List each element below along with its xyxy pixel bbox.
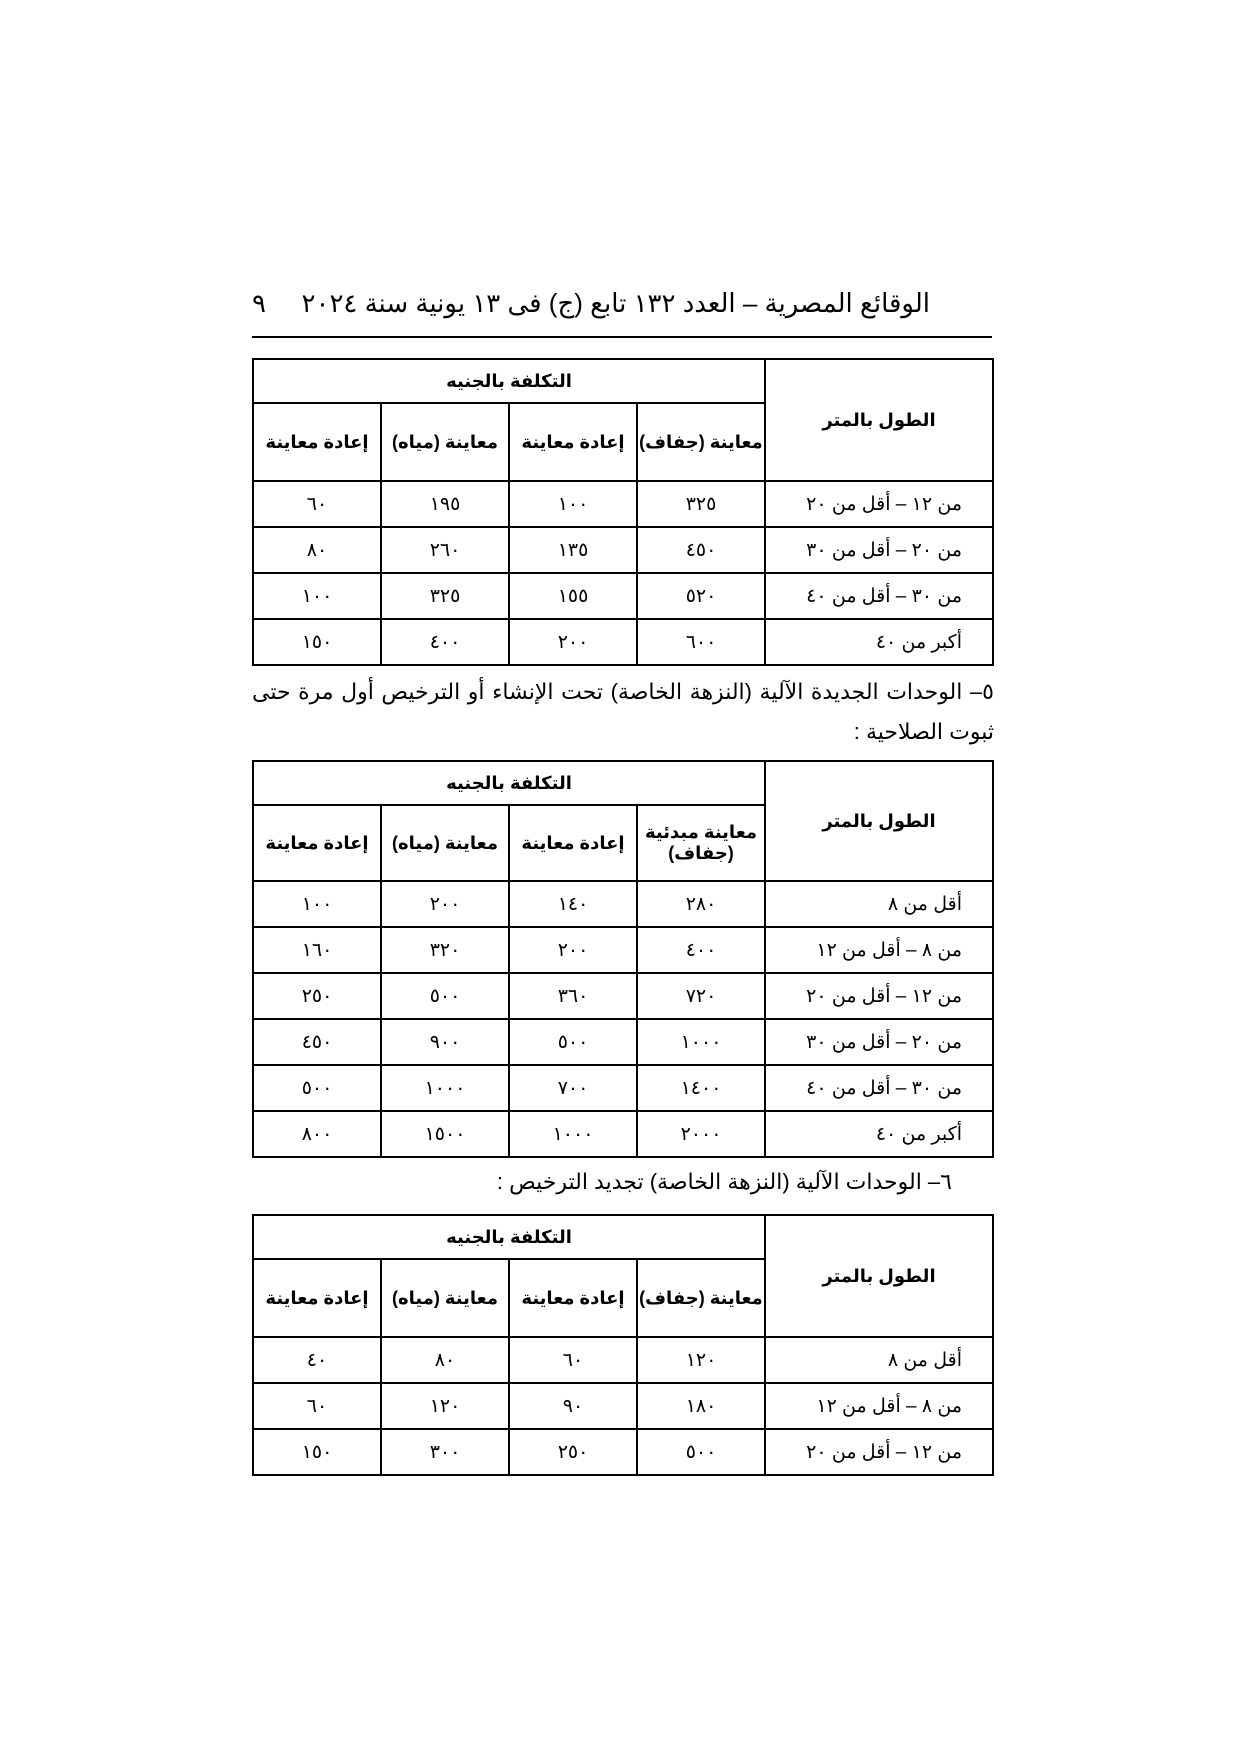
cell-value: ٤٥٠	[253, 1019, 381, 1065]
header-cost-group: التكلفة بالجنيه	[253, 761, 765, 805]
cell-value: ٤٠٠	[381, 619, 509, 665]
row-length: أقل من ٨	[765, 1337, 993, 1383]
cell-value: ٧٢٠	[637, 973, 765, 1019]
cell-value: ٤٠٠	[637, 927, 765, 973]
cell-value: ١٢٠	[637, 1337, 765, 1383]
cell-value: ١٤٠٠	[637, 1065, 765, 1111]
cost-table-3	[252, 1214, 994, 1476]
cell-value: ٦٠	[253, 481, 381, 527]
paragraph-6	[252, 1166, 994, 1198]
row-length: من ١٢ – أقل من ٢٠	[765, 481, 993, 527]
subheader-water-inspection: معاينة (مياه)	[381, 403, 509, 481]
row-length: من ٣٠ – أقل من ٤٠	[765, 573, 993, 619]
cost-table-2	[252, 760, 994, 1158]
cell-value: ٦٠٠	[637, 619, 765, 665]
cell-value: ١٥٥	[509, 573, 637, 619]
row-length: أكبر من ٤٠	[765, 619, 993, 665]
header-title: الوقائع المصرية – العدد ١٣٢ تابع (ج) فى ١٣ يونية سنة ٢٠٢٤	[301, 288, 930, 318]
row-length: من ٢٠ – أقل من ٣٠	[765, 527, 993, 573]
cell-value: ٤٥٠	[637, 527, 765, 573]
table-row	[253, 927, 993, 973]
cell-value: ٣٢٥	[381, 573, 509, 619]
cell-value: ٢٠٠٠	[637, 1111, 765, 1157]
cell-value: ٣٠٠	[381, 1429, 509, 1475]
paragraph-6-text: ٦– الوحدات الآلية (النزهة الخاصة) تجديد الترخيص :	[496, 1169, 952, 1194]
cell-value: ٥٠٠	[637, 1429, 765, 1475]
cell-value: ٨٠	[253, 527, 381, 573]
cell-value: ٢٥٠	[253, 973, 381, 1019]
page-header	[252, 278, 992, 338]
row-length: من ٨ – أقل من ١٢	[765, 1383, 993, 1429]
cell-value: ٥٢٠	[637, 573, 765, 619]
cell-value: ٢٨٠	[637, 881, 765, 927]
cell-value: ٢٥٠	[509, 1429, 637, 1475]
table-row	[253, 1429, 993, 1475]
table-row	[253, 1065, 993, 1111]
cell-value: ١٠٠٠	[637, 1019, 765, 1065]
header-length: الطول بالمتر	[765, 1215, 993, 1337]
subheader-dry-inspection: معاينة (جفاف)	[637, 403, 765, 481]
subheader-reinspection: إعادة معاينة	[253, 1259, 381, 1337]
cell-value: ١٦٠	[253, 927, 381, 973]
cell-value: ٢٦٠	[381, 527, 509, 573]
cell-value: ٧٠٠	[509, 1065, 637, 1111]
table-row	[253, 573, 993, 619]
table-row	[253, 881, 993, 927]
header-cost-group: التكلفة بالجنيه	[253, 359, 765, 403]
cell-value: ١٠٠٠	[381, 1065, 509, 1111]
cell-value: ٦٠	[253, 1383, 381, 1429]
cell-value: ٨٠	[381, 1337, 509, 1383]
cell-value: ١٠٠	[253, 881, 381, 927]
table-row	[253, 973, 993, 1019]
cell-value: ١٤٠	[509, 881, 637, 927]
cell-value: ١٢٠	[381, 1383, 509, 1429]
table-row	[253, 481, 993, 527]
cell-value: ١٥٠	[253, 1429, 381, 1475]
cell-value: ١٥٠٠	[381, 1111, 509, 1157]
subheader-reinspection: إعادة معاينة	[509, 403, 637, 481]
cell-value: ٣٢٠	[381, 927, 509, 973]
cell-value: ٥٠٠	[381, 973, 509, 1019]
cell-value: ٣٢٥	[637, 481, 765, 527]
cell-value: ١٨٠	[637, 1383, 765, 1429]
table-row	[253, 1019, 993, 1065]
cell-value: ٩٠	[509, 1383, 637, 1429]
cell-value: ٦٠	[509, 1337, 637, 1383]
cell-value: ٩٠٠	[381, 1019, 509, 1065]
subheader-initial-dry-inspection: معاينة مبدئية (جفاف)	[637, 805, 765, 881]
table-row	[253, 1337, 993, 1383]
cell-value: ٤٠	[253, 1337, 381, 1383]
row-length: من ١٢ – أقل من ٢٠	[765, 973, 993, 1019]
cell-value: ١٠٠	[253, 573, 381, 619]
table-row	[253, 1383, 993, 1429]
row-length: من ٢٠ – أقل من ٣٠	[765, 1019, 993, 1065]
cell-value: ١٩٥	[381, 481, 509, 527]
subheader-reinspection: إعادة معاينة	[253, 805, 381, 881]
cell-value: ٣٦٠	[509, 973, 637, 1019]
row-length: من ١٢ – أقل من ٢٠	[765, 1429, 993, 1475]
table-row	[253, 1111, 993, 1157]
subheader-water-inspection: معاينة (مياه)	[381, 1259, 509, 1337]
paragraph-5: ٥– الوحدات الجديدة الآلية (النزهة الخاصة) تحت الإنشاء أو الترخيص أول مرة حتى ثبوت الصلاحية :	[252, 679, 994, 744]
header-length: الطول بالمتر	[765, 359, 993, 481]
cell-value: ١٠٠٠	[509, 1111, 637, 1157]
subheader-dry-inspection: معاينة (جفاف)	[637, 1259, 765, 1337]
subheader-water-inspection: معاينة (مياه)	[381, 805, 509, 881]
header-length: الطول بالمتر	[765, 761, 993, 881]
cell-value: ٢٠٠	[381, 881, 509, 927]
row-length: من ٨ – أقل من ١٢	[765, 927, 993, 973]
cell-value: ٨٠٠	[253, 1111, 381, 1157]
table-row	[253, 619, 993, 665]
page-number: ٩	[252, 288, 266, 318]
cell-value: ٥٠٠	[509, 1019, 637, 1065]
row-length: من ٣٠ – أقل من ٤٠	[765, 1065, 993, 1111]
cell-value: ٢٠٠	[509, 619, 637, 665]
cell-value: ١٣٥	[509, 527, 637, 573]
cell-value: ١٠٠	[509, 481, 637, 527]
header-cost-group: التكلفة بالجنيه	[253, 1215, 765, 1259]
row-length: أكبر من ٤٠	[765, 1111, 993, 1157]
cell-value: ١٥٠	[253, 619, 381, 665]
cell-value: ٢٠٠	[509, 927, 637, 973]
subheader-reinspection: إعادة معاينة	[509, 1259, 637, 1337]
subheader-reinspection: إعادة معاينة	[253, 403, 381, 481]
row-length: أقل من ٨	[765, 881, 993, 927]
cost-table-1	[252, 358, 994, 666]
subheader-reinspection: إعادة معاينة	[509, 805, 637, 881]
cell-value: ٥٠٠	[253, 1065, 381, 1111]
table-row	[253, 527, 993, 573]
